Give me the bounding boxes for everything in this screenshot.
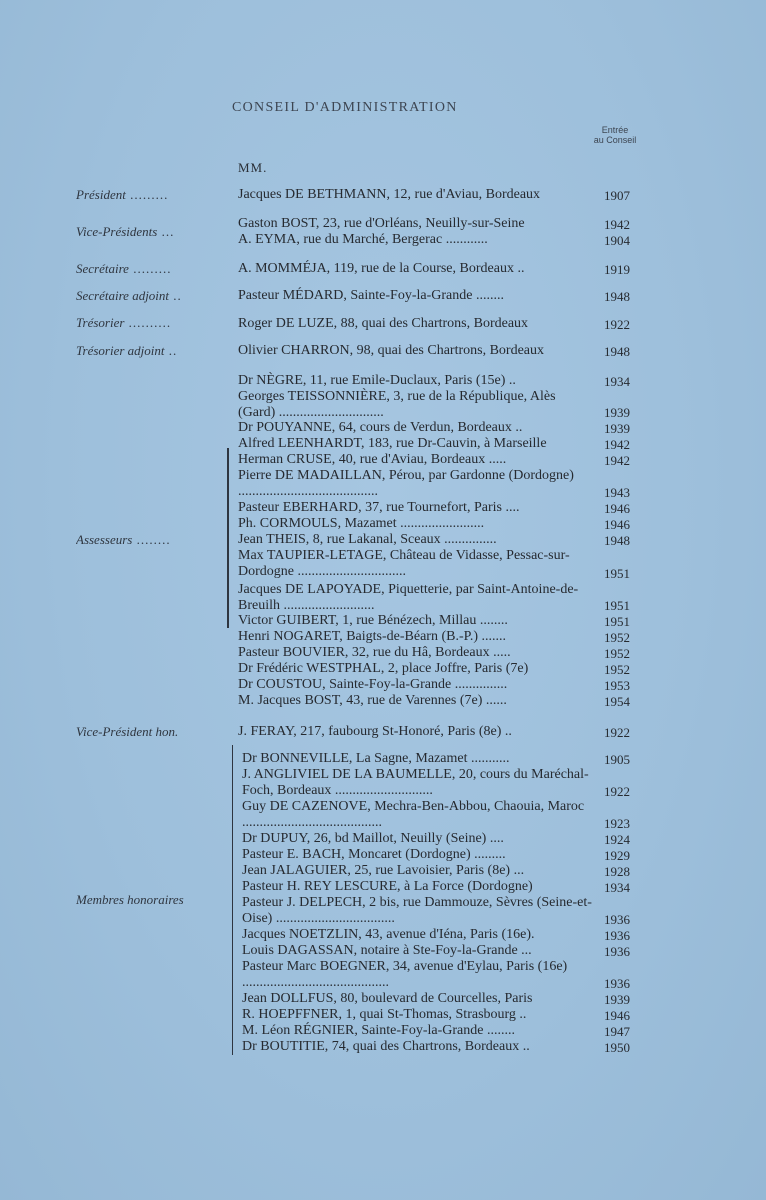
year-leenhardt: 1942 <box>604 437 630 452</box>
year-bethmann: 1907 <box>604 188 630 203</box>
role-secretaire: Secrétaire ......... <box>76 261 172 276</box>
role-tresorier: Trésorier .......... <box>76 315 172 330</box>
entry-boutitie: Dr BOUTITIE, 74, quai des Chartrons, Bordeaux .. <box>242 1039 530 1054</box>
year-bach: 1929 <box>604 848 630 863</box>
year-guibert: 1951 <box>604 614 630 629</box>
membres-brace <box>232 745 233 1055</box>
year-cazenove: 1923 <box>604 816 630 831</box>
year-bost-gaston: 1942 <box>604 217 630 232</box>
role-vice-president-hon: Vice-Président hon. <box>76 724 179 739</box>
entry-noetzlin: Jacques NOETZLIN, 43, avenue d'Iéna, Paris (16e). <box>242 927 535 942</box>
role-president: Président ......... <box>76 187 169 202</box>
year-cruse: 1942 <box>604 453 630 468</box>
entry-theis: Jean THEIS, 8, rue Lakanal, Sceaux ............... <box>238 532 497 547</box>
entry-madaillan: Pierre DE MADAILLAN, Pérou, par Gardonne (Dordogne) ........................................ <box>238 468 574 499</box>
au-conseil-label: au Conseil <box>593 135 637 145</box>
year-coustou: 1953 <box>604 678 630 693</box>
year-cormouls: 1946 <box>604 517 630 532</box>
year-noetzlin: 1936 <box>604 928 630 943</box>
entry-dagassan: Louis DAGASSAN, notaire à Ste-Foy-la-Grande ... <box>242 943 532 958</box>
entry-coustou: Dr COUSTOU, Sainte-Foy-la-Grande ............... <box>238 677 508 692</box>
year-teissonniere: 1939 <box>604 405 630 420</box>
entry-boegner: Pasteur Marc BOEGNER, 34, avenue d'Eylau, Paris (16e) .......................................... <box>242 959 568 990</box>
entry-bonneville: Dr BONNEVILLE, La Sagne, Mazamet ........... <box>242 751 510 766</box>
year-bonneville: 1905 <box>604 752 630 767</box>
year-medard: 1948 <box>604 289 630 304</box>
entry-nogaret: Henri NOGARET, Baigts-de-Béarn (B.-P.) ....... <box>238 629 507 644</box>
year-angliviel: 1922 <box>604 784 630 799</box>
year-eyma: 1904 <box>604 233 630 248</box>
year-theis: 1948 <box>604 533 630 548</box>
year-nogaret: 1952 <box>604 630 630 645</box>
year-jalaguier: 1928 <box>604 864 630 879</box>
entry-hoepffner: R. HOEPFFNER, 1, quai St-Thomas, Strasbourg .. <box>242 1007 527 1022</box>
entry-eberhard: Pasteur EBERHARD, 37, rue Tournefort, Paris .... <box>238 500 520 515</box>
entry-regnier: M. Léon RÉGNIER, Sainte-Foy-la-Grande ........ <box>242 1023 515 1038</box>
year-charron: 1948 <box>604 344 630 359</box>
entry-bethmann: Jacques DE BETHMANN, 12, rue d'Aviau, Bordeaux <box>238 187 541 202</box>
entry-cazenove: Guy DE CAZENOVE, Mechra-Ben-Abbou, Chaouia, Maroc ........................................ <box>242 799 585 830</box>
mm-label: MM. <box>238 160 268 175</box>
year-pouyanne: 1939 <box>604 421 630 436</box>
entry-negre: Dr NÈGRE, 11, rue Emile-Duclaux, Paris (15e) .. <box>238 373 516 388</box>
entry-dupuy: Dr DUPUY, 26, bd Maillot, Neuilly (Seine) .... <box>242 831 504 846</box>
entry-charron: Olivier CHARRON, 98, quai des Chartrons, Bordeaux <box>238 343 545 358</box>
entry-rey-lescure: Pasteur H. REY LESCURE, à La Force (Dordogne) <box>242 879 533 894</box>
entry-bost-gaston: Gaston BOST, 23, rue d'Orléans, Neuilly-sur-Seine <box>238 216 525 231</box>
year-madaillan: 1943 <box>604 485 630 500</box>
role-vice-presidents: Vice-Présidents ... <box>76 224 175 239</box>
year-lapoyade: 1951 <box>604 598 630 613</box>
role-tresorier-adjoint: Trésorier adjoint .. <box>76 343 178 358</box>
entry-lapoyade: Jacques DE LAPOYADE, Piquetterie, par Saint-Antoine-de-Breuilh .......................... <box>238 582 579 613</box>
year-eberhard: 1946 <box>604 501 630 516</box>
entry-taupier-letage: Max TAUPIER-LETAGE, Château de Vidasse, Pessac-sur-Dordogne ............................... <box>238 548 570 579</box>
year-delpech: 1936 <box>604 912 630 927</box>
entry-bost-jacques: M. Jacques BOST, 43, rue de Varennes (7e) ...... <box>238 693 507 708</box>
year-taupier-letage: 1951 <box>604 566 630 581</box>
year-bost-jacques: 1954 <box>604 694 630 709</box>
entry-bach: Pasteur E. BACH, Moncaret (Dordogne) ......... <box>242 847 506 862</box>
year-hoepffner: 1946 <box>604 1008 630 1023</box>
entry-bouvier: Pasteur BOUVIER, 32, rue du Hâ, Bordeaux ..... <box>238 645 511 660</box>
year-bouvier: 1952 <box>604 646 630 661</box>
role-assesseurs: Assesseurs ........ <box>76 532 171 547</box>
entry-mommeja: A. MOMMÉJA, 119, rue de la Course, Bordeaux .. <box>238 261 525 276</box>
page-title: CONSEIL D'ADMINISTRATION <box>232 100 458 115</box>
entry-cruse: Herman CRUSE, 40, rue d'Aviau, Bordeaux ..... <box>238 452 507 467</box>
entry-medard: Pasteur MÉDARD, Sainte-Foy-la-Grande ........ <box>238 288 504 303</box>
entry-feray: J. FERAY, 217, faubourg St-Honoré, Paris (8e) .. <box>238 724 512 739</box>
column-header-entree <box>580 125 650 145</box>
entry-delpech: Pasteur J. DELPECH, 2 bis, rue Dammouze, Sèvres (Seine-et-Oise) .................................. <box>242 895 592 926</box>
entry-luze: Roger DE LUZE, 88, quai des Chartrons, Bordeaux <box>238 316 529 331</box>
year-negre: 1934 <box>604 374 630 389</box>
year-boegner: 1936 <box>604 976 630 991</box>
entry-teissonniere: Georges TEISSONNIÈRE, 3, rue de la République, Alès (Gard) .............................. <box>238 389 556 420</box>
year-dupuy: 1924 <box>604 832 630 847</box>
year-luze: 1922 <box>604 317 630 332</box>
year-dollfus: 1939 <box>604 992 630 1007</box>
assesseurs-brace <box>227 448 229 628</box>
year-boutitie: 1950 <box>604 1040 630 1055</box>
entry-eyma: A. EYMA, rue du Marché, Bergerac ............ <box>238 232 488 247</box>
entry-cormouls: Ph. CORMOULS, Mazamet ........................ <box>238 516 485 531</box>
year-dagassan: 1936 <box>604 944 630 959</box>
year-rey-lescure: 1934 <box>604 880 630 895</box>
entry-jalaguier: Jean JALAGUIER, 25, rue Lavoisier, Paris (8e) ... <box>242 863 525 878</box>
year-feray: 1922 <box>604 725 630 740</box>
entree-label: Entrée <box>601 125 629 135</box>
role-secretaire-adjoint: Secrétaire adjoint .. <box>76 288 182 303</box>
entry-westphal: Dr Frédéric WESTPHAL, 2, place Joffre, Paris (7e) <box>238 661 529 676</box>
role-membres-honoraires: Membres honoraires <box>76 892 184 907</box>
entry-guibert: Victor GUIBERT, 1, rue Bénézech, Millau ........ <box>238 613 508 628</box>
year-regnier: 1947 <box>604 1024 630 1039</box>
entry-pouyanne: Dr POUYANNE, 64, cours de Verdun, Bordeaux .. <box>238 420 523 435</box>
entry-leenhardt: Alfred LEENHARDT, 183, rue Dr-Cauvin, à Marseille <box>238 436 547 451</box>
entry-angliviel: J. ANGLIVIEL DE LA BAUMELLE, 20, cours du Maréchal-Foch, Bordeaux ............................ <box>242 767 589 798</box>
year-westphal: 1952 <box>604 662 630 677</box>
entry-dollfus: Jean DOLLFUS, 80, boulevard de Courcelles, Paris <box>242 991 533 1006</box>
year-mommeja: 1919 <box>604 262 630 277</box>
